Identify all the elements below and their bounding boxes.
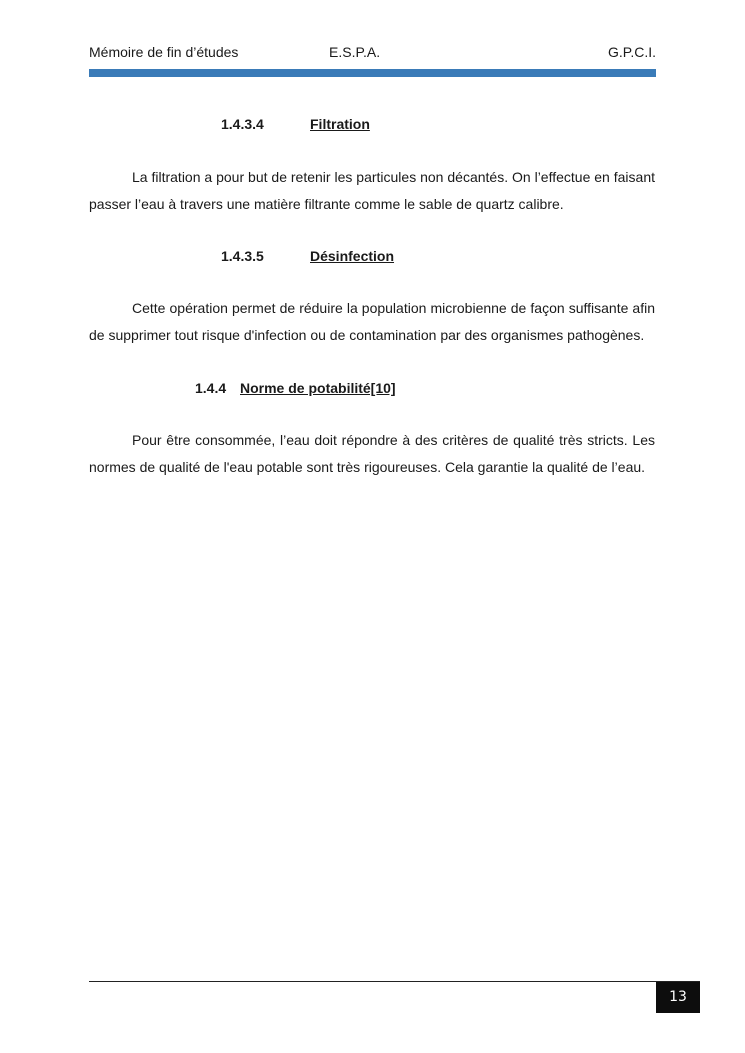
section-paragraph: Cette opération permet de réduire la population microbienne de façon suffisante afin de supprimer tout risque d'infection ou de contamination par des organismes pathogènes. (89, 300, 655, 343)
section-number: 1.4.4 (195, 380, 227, 396)
section-title: Filtration (310, 116, 370, 132)
page-number-badge: 13 (656, 982, 700, 1013)
section-heading (195, 380, 495, 400)
section-number: 1.4.3.5 (221, 248, 264, 264)
section-number: 1.4.3.4 (221, 116, 264, 132)
header-center-text: E.S.P.A. (329, 44, 381, 60)
header-right-text: G.P.C.I. (608, 44, 656, 60)
section-title: Norme de potabilité[10] (240, 380, 396, 396)
section-heading (221, 116, 521, 136)
section-paragraph: Pour être consommée, l’eau doit répondre à des critères de qualité très stricts. Les normes de qualité de l'eau potable sont très rigoureuses. Cela garantie la qualité de l’eau. (89, 432, 655, 475)
section-title: Désinfection (310, 248, 395, 264)
footer-rule (89, 981, 700, 982)
section-heading (221, 248, 521, 268)
section-paragraph: La filtration a pour but de retenir les particules non décantés. On l’effectue en faisant passer l’eau à travers une matière filtrante comme le sable de quartz calibre. (89, 169, 655, 212)
page-header (89, 44, 656, 64)
header-rule (89, 69, 656, 77)
header-left-text: Mémoire de fin d’études (89, 44, 239, 60)
